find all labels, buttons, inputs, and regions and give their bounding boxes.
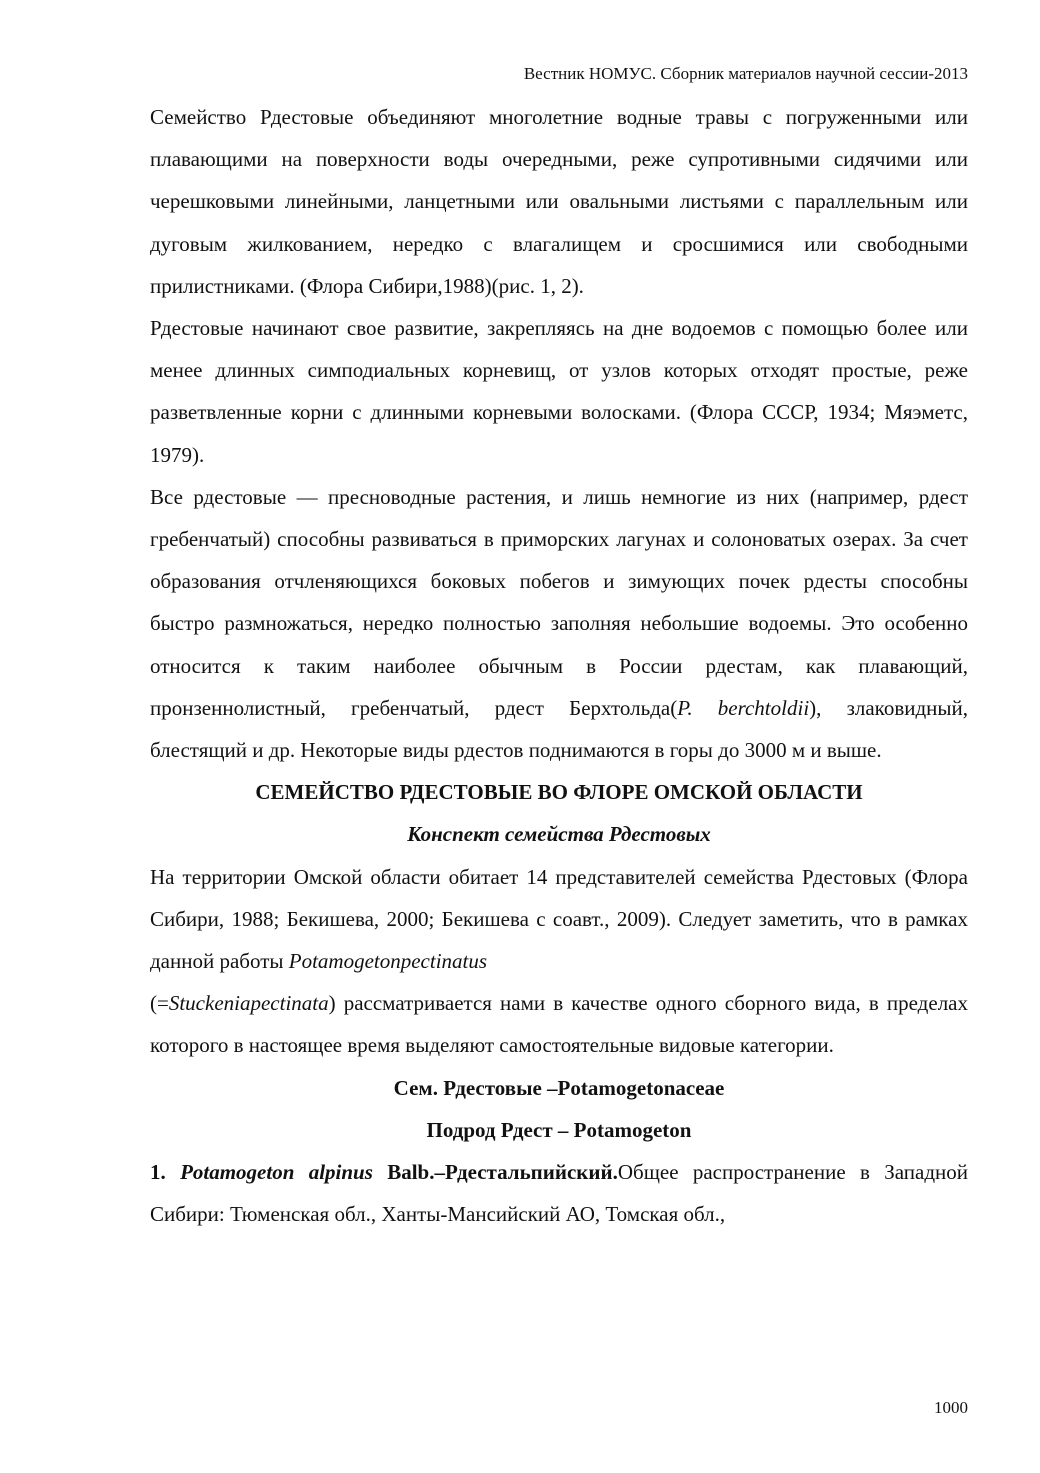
subsection-heading: Конспект семейства Рдестовых bbox=[407, 822, 711, 847]
latin-name-pectinatus: Potamogetonpectinatus bbox=[288, 949, 488, 974]
paragraph-habitat bbox=[150, 476, 968, 771]
subgenus-heading: Подрод Рдест – Potamogeton bbox=[426, 1117, 692, 1142]
species-number: 1. bbox=[150, 1160, 181, 1185]
body-text bbox=[150, 96, 968, 1235]
running-header: Вестник НОМУС. Сборник материалов научной сессии-2013 bbox=[523, 64, 968, 83]
paragraph-family-description: Семейство Рдестовые объединяют многолетние водные травы с погруженными или плавающими на поверхности воды очередными, реже супротивными сидячими или черешковыми линейными, ланцетными или овальными листьями с параллельным или дуговым жилкованием, нередко с влагалищем и сросшимися или свободными прилистниками. (Флора Сибири,1988)(рис. 1, 2). bbox=[150, 105, 968, 298]
species-distribution-text: Общее распространение в Западной Сибири: Тюменская обл., Ханты-Мансийский АО, Томская обл., bbox=[150, 1160, 968, 1227]
species-author-and-common-name: Balb.–Рдестальпийский. bbox=[372, 1160, 618, 1185]
page-number: 1000 bbox=[934, 1398, 968, 1417]
paragraph-habitat-text-2: ), злаковидный, блестящий и др. Некоторые виды рдестов поднимаются в горы до 3000 м и выше. bbox=[150, 695, 968, 763]
paragraph-omsk-region bbox=[150, 856, 968, 1067]
paragraph-development: Рдестовые начинают свое развитие, закрепляясь на дне водоемов с помощью более или менее длинных симподиальных корневищ, от узлов которых отходят простые, реже разветвленные корни с длинными корневыми волосками. (Флора СССР, 1934; Мяэметс, 1979). bbox=[150, 316, 968, 467]
paragraph-omsk-text-3: ) рассматривается нами в качестве одного сборного вида, в пределах которого в настоящее время выделяют самостоятельные видовые категории. bbox=[150, 991, 968, 1058]
section-heading: СЕМЕЙСТВО РДЕСТОВЫЕ ВО ФЛОРЕ ОМСКОЙ ОБЛАСТИ bbox=[255, 780, 863, 805]
latin-name-berchtoldii: P. berchtoldii bbox=[677, 695, 810, 720]
paragraph-omsk-text-1: На территории Омской области обитает 14 представителей семейства Рдестовых (Флора Сибири, 1988; Бекишева, 2000; Бекишева с соавт., 2009). Следует заметить, что в рамках данной работы bbox=[150, 864, 968, 974]
paragraph-habitat-text-1: Все рдестовые — пресноводные растения, и лишь немногие из них (например, рдест гребенчатый) способны развиваться в приморских лагунах и солоноватых озерах. За счет образования отчленяющихся боковых побегов и зимующих почек рдесты способны быстро размножаться, нередко полностью заполняя небольшие водоемы. Это особенно относится к таким наиболее обычным в России рдестам, как плавающий, пронзеннолистный, гребенчатый, рдест Берхтольда( bbox=[150, 484, 968, 720]
species-latin-name: Potamogeton alpinus bbox=[180, 1160, 373, 1185]
paragraph-omsk-text-2: (= bbox=[150, 991, 169, 1016]
latin-name-stuckenia: Stuckeniapectinata bbox=[168, 991, 329, 1016]
family-heading: Сем. Рдестовые –Potamogetonaceae bbox=[393, 1075, 725, 1100]
species-entry-alpinus bbox=[150, 1151, 968, 1235]
